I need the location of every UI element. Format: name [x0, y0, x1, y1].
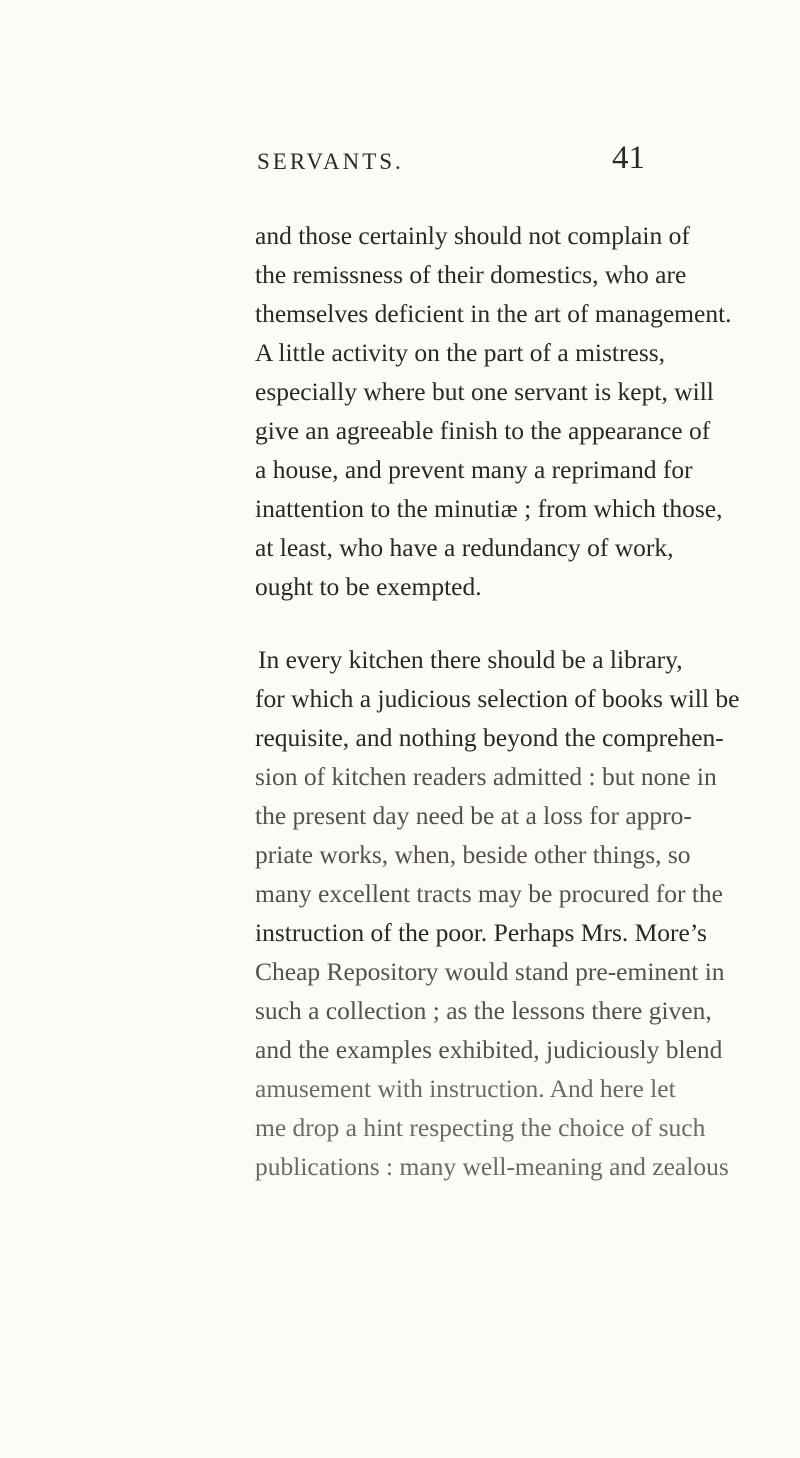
running-head: [0, 140, 800, 184]
text-line: a house, and prevent many a reprimand for: [255, 455, 693, 484]
text-line: amusement with instruction. And here let: [255, 1074, 676, 1103]
text-line: the remissness of their domestics, who are: [255, 260, 687, 289]
text-line: In every kitchen there should be a library,: [258, 645, 683, 674]
text-line: at least, who have a redundancy of work,: [255, 533, 674, 562]
text-line: Cheap Repository would stand pre-eminent in: [255, 957, 725, 986]
text-line: sion of kitchen readers admitted : but none in: [255, 762, 717, 791]
text-line: instruction of the poor. Perhaps Mrs. More’s: [255, 918, 707, 947]
text-line: for which a judicious selection of books will be: [255, 684, 740, 713]
text-line: me drop a hint respecting the choice of such: [255, 1113, 706, 1142]
text-line: publications : many well-meaning and zealous: [255, 1152, 729, 1181]
text-line: many excellent tracts may be procured for the: [255, 879, 724, 908]
text-line: especially where but one servant is kept, will: [255, 377, 714, 406]
text-line: and those certainly should not complain of: [255, 221, 690, 250]
text-line: requisite, and nothing beyond the comprehen-: [255, 723, 724, 752]
text-line: themselves deficient in the art of management.: [255, 299, 732, 328]
text-line: ought to be exempted.: [255, 572, 482, 601]
text-line: give an agreeable finish to the appearance of: [255, 416, 711, 445]
page-number: 41: [612, 140, 645, 176]
text-line: such a collection ; as the lessons there given,: [255, 996, 712, 1025]
text-line: priate works, when, beside other things, so: [255, 840, 691, 869]
running-title: SERVANTS.: [257, 149, 404, 174]
text-line: A little activity on the part of a mistress,: [255, 338, 666, 367]
text-line: inattention to the minutiæ ; from which those,: [255, 494, 723, 523]
text-line: and the examples exhibited, judiciously blend: [255, 1035, 723, 1064]
text-line: the present day need be at a loss for appro-: [255, 801, 692, 830]
